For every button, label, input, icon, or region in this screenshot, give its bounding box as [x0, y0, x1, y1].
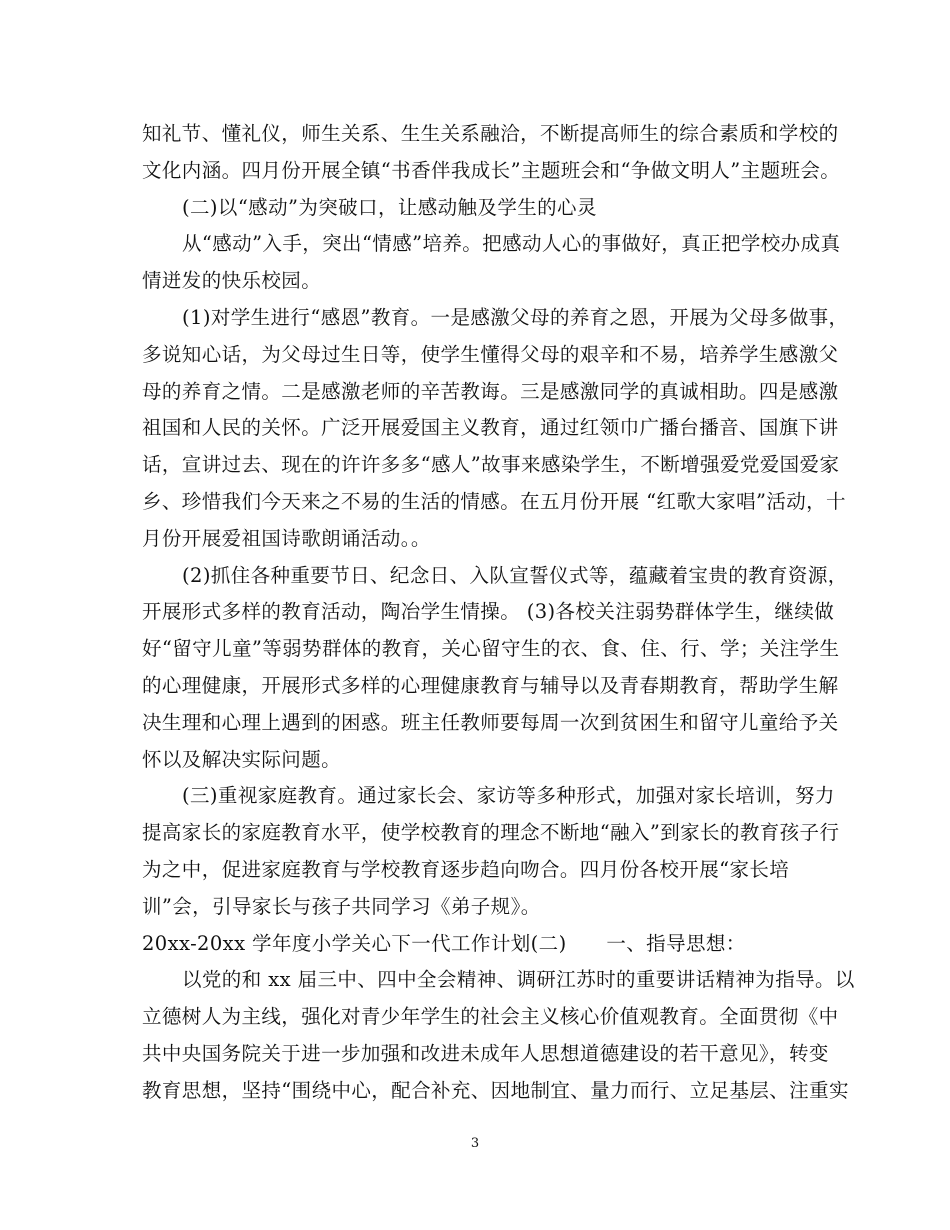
body-line: 训”会，引导家长与孩子共同学习《弟子规》。 [142, 894, 541, 918]
body-line: 从“感动”入手，突出“情感”培养。把感动人心的事做好，真正把学校办成真 [182, 232, 841, 256]
section-heading: (二)以“感动”为突破口，让感动触及学生的心灵 [182, 195, 597, 219]
body-line: 共中央国务院关于进一步加强和改进未成年人思想道德建设的若干意见》，转变 [142, 1041, 829, 1065]
body-line: 决生理和心理上遇到的困惑。班主任教师要每周一次到贫困生和留守儿童给予关 [142, 710, 839, 734]
body-line: 立德树人为主线，强化对青少年学生的社会主义核心价值观教育。全面贯彻《中 [142, 1005, 839, 1029]
body-line: 知礼节、懂礼仪，师生关系、生生关系融洽，不断提高师生的综合素质和学校的 [142, 122, 839, 145]
body-line: 的心理健康，开展形式多样的心理健康教育与辅导以及青春期教育，帮助学生解 [142, 673, 839, 697]
body-line: 多说知心话，为父母过生日等，使学生懂得父母的艰辛和不易，培养学生感激父 [142, 342, 839, 366]
document-body [142, 116, 855, 1110]
body-line: 祖国和人民的关怀。广泛开展爱国主义教育，通过红领巾广播台播音、国旗下讲 [142, 416, 839, 440]
body-line: 以党的和 xx 届三中、四中全会精神、调研江苏时的重要讲话精神为指导。以 [182, 968, 855, 992]
body-line: (三)重视家庭教育。通过家长会、家访等多种形式，加强对家长培训，努力 [182, 784, 835, 808]
body-line: (2)抓住各种重要节日、纪念日、入队宣誓仪式等，蕴藏着宝贵的教育资源， [182, 563, 848, 587]
plan-title-line: 20xx-20xx 学年度小学关心下一代工作计划(二) 一、指导思想： [142, 931, 746, 955]
body-line: 提高家长的家庭教育水平，使学校教育的理念不断地“融入”到家长的教育孩子行 [142, 821, 840, 845]
body-line: 怀以及解决实际问题。 [142, 747, 342, 771]
body-line: 为之中，促进家庭教育与学校教育逐步趋向吻合。四月份各校开展“家长培 [142, 857, 790, 881]
body-line: 教育思想，坚持“围绕中心，配合补充、因地制宜、量力而行、立足基层、注重实 [142, 1078, 849, 1102]
body-line: 话，宣讲过去、现在的许许多多“感人”故事来感染学生，不断增强爱党爱国爱家 [142, 453, 840, 477]
body-line: 母的养育之情。二是感激老师的辛苦教诲。三是感激同学的真诚相助。四是感激 [142, 379, 839, 403]
body-line: 月份开展爱祖国诗歌朗诵活动。。 [142, 526, 431, 550]
body-line: 好“留守儿童”等弱势群体的教育，关心留守生的衣、食、住、行、学；关注学生 [142, 637, 840, 661]
body-line: (1)对学生进行“感恩”教育。一是感激父母的养育之恩，开展为父母多做事， [182, 305, 849, 329]
body-line: 开展形式多样的教育活动，陶冶学生情操。 (3)各校关注弱势群体学生，继续做 [142, 600, 835, 624]
body-line: 文化内涵。四月份开展全镇“书香伴我成长”主题班会和“争做文明人”主题班会。 [142, 158, 841, 182]
body-line: 情迸发的快乐校园。 [142, 269, 322, 293]
page-number: 3 [470, 1136, 480, 1151]
body-line: 乡、珍惜我们今天来之不易的生活的情感。在五月份开展 “红歌大家唱”活动，十 [142, 489, 846, 513]
